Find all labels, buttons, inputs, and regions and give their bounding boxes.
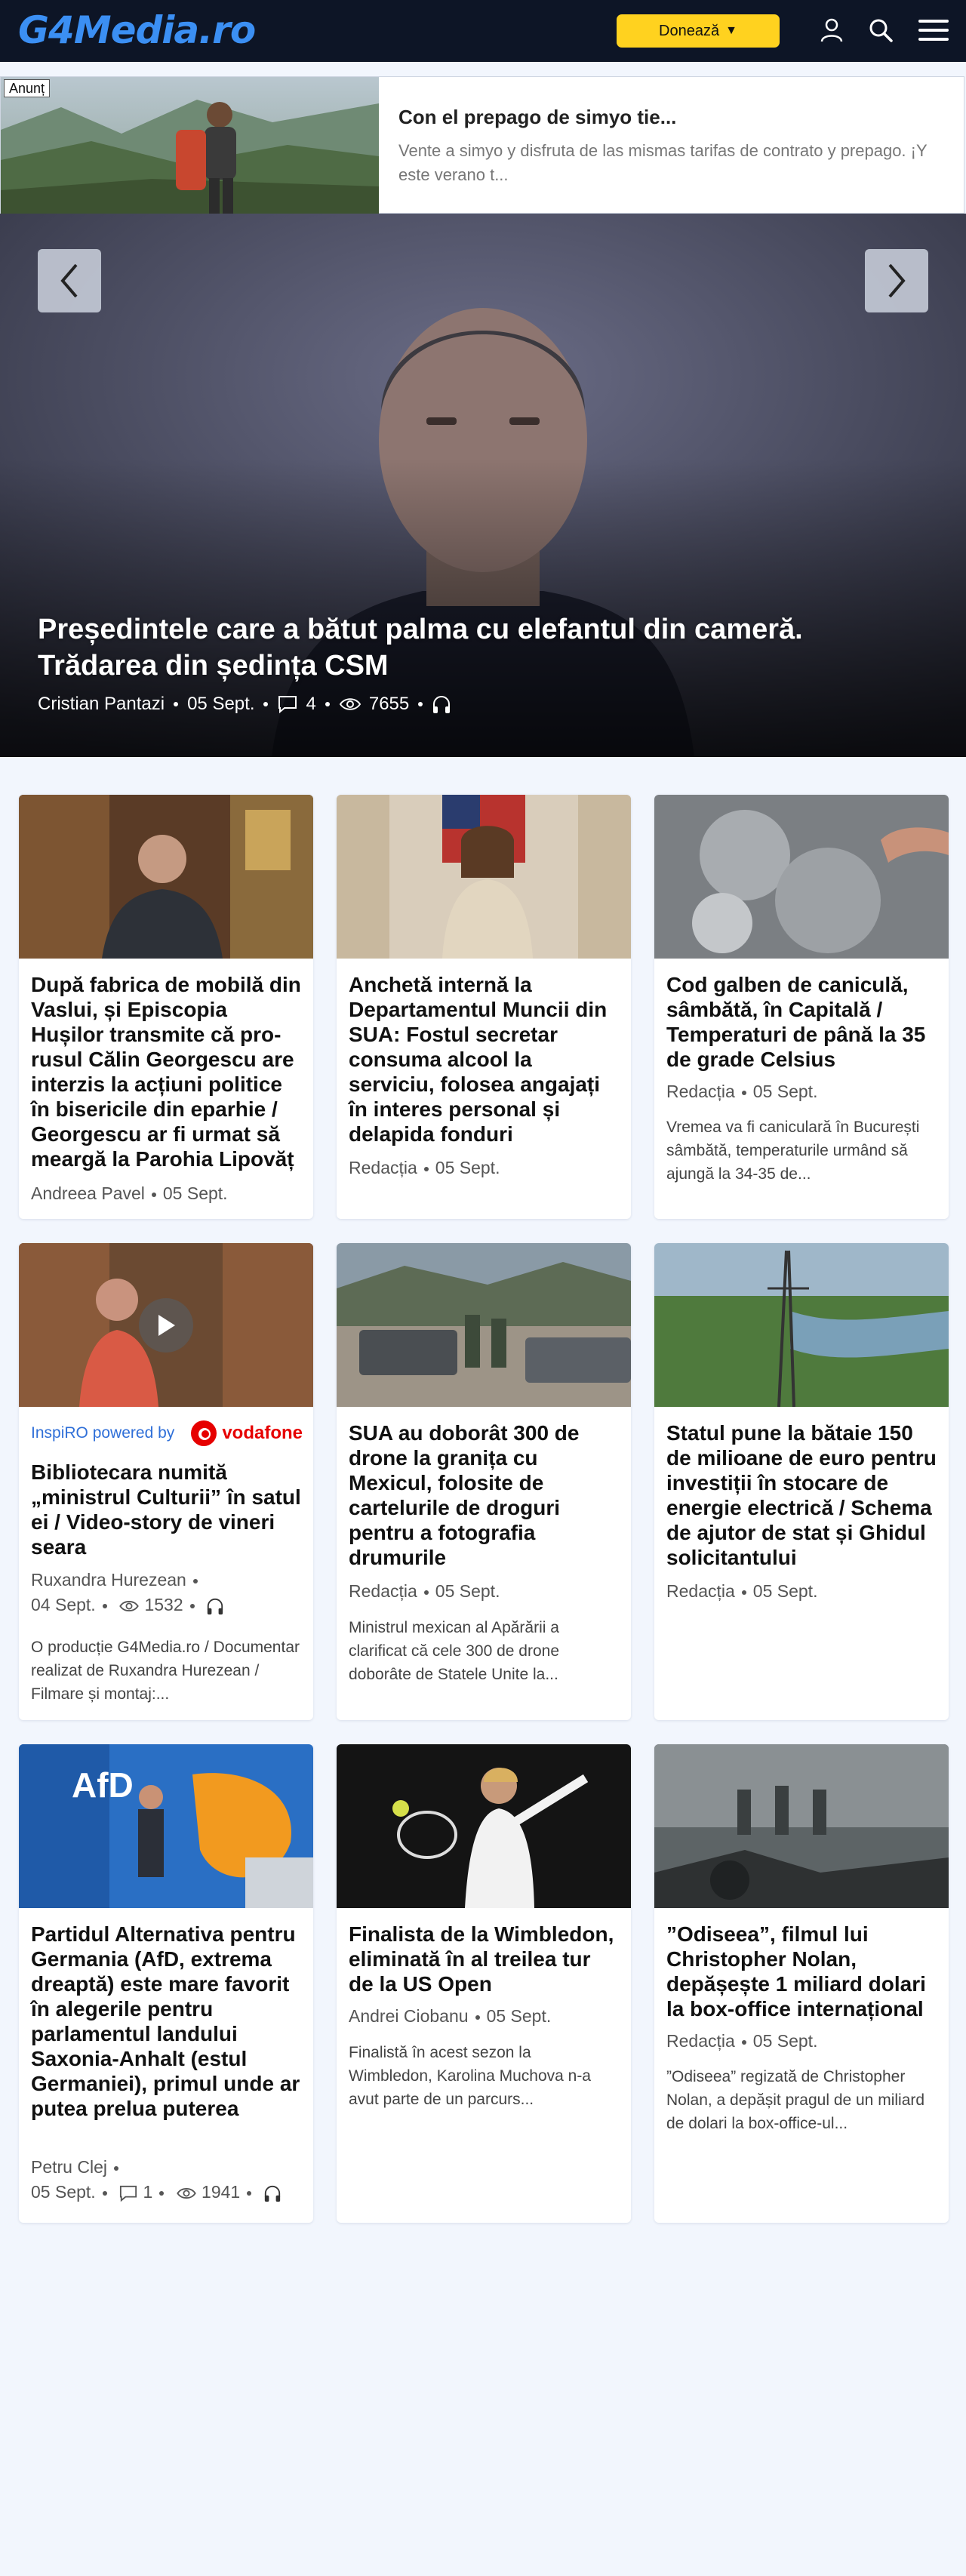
headphones-icon[interactable]: [206, 1597, 224, 1615]
article-excerpt: O producție G4Media.ro / Documentar realizat de Ruxandra Hurezean / Filmare și montaj:...: [31, 1639, 300, 1703]
article-card[interactable]: [19, 1744, 313, 2223]
article-card[interactable]: [337, 1744, 631, 2223]
eye-icon: [176, 2187, 197, 2200]
article-date: 05 Sept.: [752, 2031, 818, 2051]
hero-title[interactable]: Președintele care a bătut palma cu elefantul din cameră. Trădarea din ședința CSM: [38, 614, 803, 682]
article-title[interactable]: Statul pune la bătaie 150 de milioane de euro pentru investiții în stocare de energie electrică / Schema de ajutor de stat și Ghidul solicitantului: [666, 1421, 937, 1569]
comment-icon: [118, 2184, 138, 2202]
article-title[interactable]: ”Odiseea”, filmul lui Christopher Nolan, depășește 1 miliard dolari la box-office internațional: [666, 1922, 926, 2020]
article-date: 05 Sept.: [31, 2182, 96, 2202]
article-meta: [31, 2155, 303, 2205]
hero-slider[interactable]: [0, 214, 966, 757]
play-icon: [155, 1313, 177, 1337]
article-date: 05 Sept.: [435, 1581, 500, 1601]
article-card[interactable]: [654, 1744, 949, 2223]
article-comments[interactable]: 1: [143, 2182, 153, 2202]
article-meta: [349, 2004, 620, 2029]
chevron-down-icon: ▼: [725, 24, 737, 37]
eye-icon: [118, 1599, 140, 1613]
article-author[interactable]: Redacția: [666, 1581, 735, 1601]
chevron-right-icon: [885, 262, 908, 300]
article-title[interactable]: Anchetă internă la Departamentul Muncii din SUA: Fostul secretar consuma alcool la serviciu, folosea angajați în interes personal și delapida fonduri: [349, 973, 608, 1146]
sponsor-row: [31, 1419, 303, 1448]
article-excerpt: ”Odiseea” regizată de Christopher Nolan, a depășit pragul de un miliard de dolari la box-office-ul...: [666, 2068, 925, 2132]
ad-image[interactable]: [1, 77, 379, 214]
article-image[interactable]: [19, 1243, 313, 1407]
article-date: 05 Sept.: [486, 2006, 552, 2026]
hero-comments[interactable]: 4: [306, 694, 316, 714]
comment-icon: [277, 694, 298, 714]
article-card[interactable]: [337, 1243, 631, 1720]
article-excerpt: Ministrul mexican al Apărării a clarificat că cele 300 de drone doborâte de Statele Unite la...: [349, 1619, 559, 1683]
article-card[interactable]: [19, 795, 313, 1219]
article-excerpt: Finalistă în acest sezon la Wimbledon, Karolina Muchova n-a avut parte de un parcurs...: [349, 2044, 591, 2108]
article-title[interactable]: Cod galben de caniculă, sâmbătă, în Capitală / Temperaturi de până la 35 de grade Celsius: [666, 973, 926, 1071]
article-excerpt: Vremea va fi caniculară în București sâmbătă, temperaturile urmând să ajungă la 34-35 de...: [666, 1119, 920, 1183]
article-image[interactable]: [654, 1243, 949, 1407]
article-date: 04 Sept.: [31, 1595, 96, 1614]
article-author[interactable]: Andreea Pavel: [31, 1183, 145, 1203]
sponsored-ad[interactable]: [0, 76, 964, 214]
chevron-left-icon: [58, 262, 81, 300]
headphones-icon[interactable]: [263, 2184, 281, 2202]
article-author[interactable]: Redacția: [666, 1082, 735, 1101]
hero-author[interactable]: Cristian Pantazi: [38, 694, 165, 714]
search-icon[interactable]: [866, 15, 896, 45]
donate-label: Donează: [659, 22, 720, 39]
article-author[interactable]: Andrei Ciobanu: [349, 2006, 469, 2026]
article-views: 1532: [144, 1595, 183, 1614]
article-date: 05 Sept.: [752, 1082, 818, 1101]
article-author[interactable]: Redacția: [349, 1158, 417, 1177]
article-author[interactable]: Redacția: [666, 2031, 735, 2051]
article-card[interactable]: [19, 1243, 313, 1720]
article-meta: [666, 1079, 938, 1104]
article-image[interactable]: [337, 1243, 631, 1407]
hero-prev-button[interactable]: [38, 249, 101, 312]
site-header: [0, 0, 966, 62]
article-views: 1941: [202, 2182, 241, 2202]
article-image[interactable]: [337, 795, 631, 959]
ad-badge: Anunț: [4, 79, 50, 97]
article-meta: [31, 1568, 303, 1617]
vodafone-logo[interactable]: vodafone: [190, 1420, 303, 1447]
headphones-icon[interactable]: [432, 694, 451, 714]
article-author[interactable]: Ruxandra Hurezean: [31, 1570, 186, 1590]
article-title[interactable]: Bibliotecara numită „ministrul Culturii” în satul ei / Video-story de vineri seara: [31, 1460, 301, 1559]
eye-icon: [339, 697, 361, 712]
article-author[interactable]: Redacția: [349, 1581, 417, 1601]
article-image[interactable]: [654, 1744, 949, 1908]
ad-description: Vente a simyo y disfruta de las mismas tarifas de contrato y prepago. ¡Y este verano t...: [398, 141, 928, 184]
article-card[interactable]: [654, 1243, 949, 1720]
article-meta: [349, 1156, 620, 1180]
hero-next-button[interactable]: [865, 249, 928, 312]
article-date: 05 Sept.: [752, 1581, 818, 1601]
play-button[interactable]: [139, 1298, 193, 1353]
donate-button[interactable]: [617, 14, 780, 48]
svg-text:AfD: AfD: [72, 1765, 134, 1805]
article-date: 05 Sept.: [435, 1158, 500, 1177]
article-title[interactable]: Partidul Alternativa pentru Germania (AfD, extrema dreaptă) este mare favorit în alegerile pentru parlamentul landului Saxonia-Anhalt (estul Germaniei), primul unde ar putea prelua puterea: [31, 1922, 300, 2120]
article-author[interactable]: Petru Clej: [31, 2157, 107, 2177]
article-card[interactable]: [337, 795, 631, 1219]
user-icon[interactable]: [817, 15, 847, 45]
ad-title[interactable]: Con el prepago de simyo tie...: [398, 106, 677, 128]
article-date: 05 Sept.: [162, 1183, 228, 1203]
article-image[interactable]: [19, 795, 313, 959]
article-image[interactable]: [337, 1744, 631, 1908]
article-meta: [666, 2029, 938, 2054]
article-image[interactable]: [654, 795, 949, 959]
site-logo[interactable]: G4Media.ro: [18, 8, 256, 52]
hero-views: 7655: [368, 694, 410, 714]
article-title[interactable]: SUA au doborât 300 de drone la granița cu Mexicul, folosite de cartelurile de droguri pentru a fotografia drumurile: [349, 1421, 580, 1569]
hero-date: 05 Sept.: [187, 694, 255, 714]
hero-meta: [38, 694, 451, 715]
menu-icon[interactable]: [917, 15, 950, 45]
sponsor-label[interactable]: InspiRO powered by: [31, 1424, 175, 1442]
vodafone-icon: [190, 1420, 217, 1447]
article-title[interactable]: Finalista de la Wimbledon, eliminată în al treilea tur de la US Open: [349, 1922, 614, 1996]
article-meta: [31, 1181, 303, 1206]
article-card[interactable]: [654, 795, 949, 1219]
article-meta: [349, 1579, 620, 1604]
article-meta: [666, 1579, 938, 1604]
article-image[interactable]: [19, 1744, 313, 1908]
article-title[interactable]: După fabrica de mobilă din Vaslui, și Episcopia Hușilor transmite că pro-rusul Călin Georgescu are interzis la acțiuni politice în bisericile din eparhie / Georgescu ar fi urmat să meargă la Parohia Lipovăț: [31, 973, 301, 1171]
